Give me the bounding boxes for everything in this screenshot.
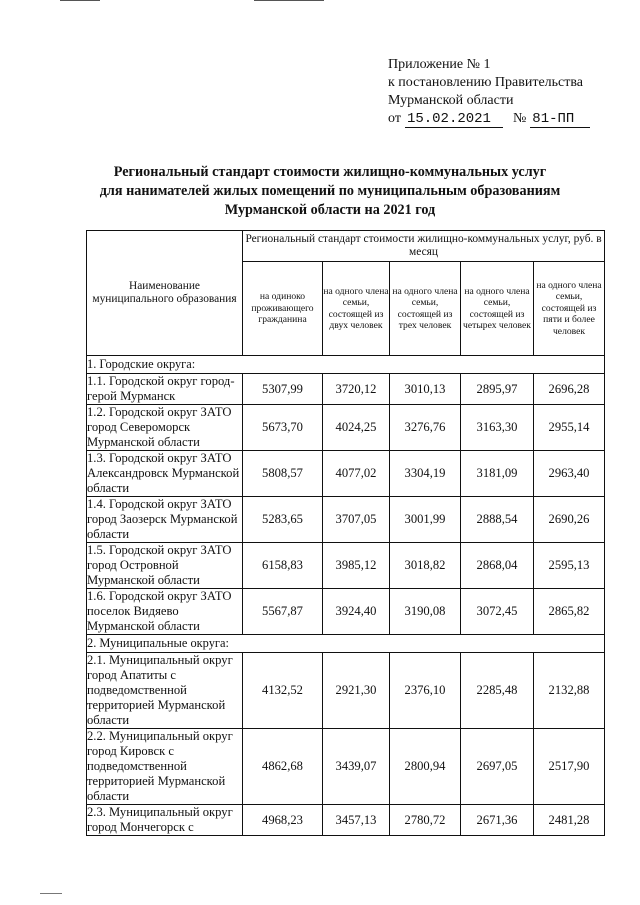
scan-edge-line [254,0,324,1]
table-row [87,589,605,635]
resolution-date: 15.02.2021 [405,112,503,128]
section-row [87,635,605,653]
cost-value: 2800,94 [390,729,461,805]
cost-value: 2888,54 [461,497,534,543]
cost-value: 2481,28 [534,805,605,836]
cost-value: 3190,08 [390,589,461,635]
municipality-name: 1.5. Городской округ ЗАТО город Островной Мурманской области [87,543,243,589]
municipality-name: 2.2. Муниципальный округ город Кировск с подведомственной территорией Мурманской области [87,729,243,805]
section-title: 1. Городские округа: [87,356,605,374]
cost-value: 2595,13 [534,543,605,589]
cost-value: 2865,82 [534,589,605,635]
cost-value: 4968,23 [243,805,323,836]
title-line-1: Региональный стандарт стоимости жилищно-коммунальных услуг [113,164,547,180]
cost-value: 2517,90 [534,729,605,805]
cost-value: 2697,05 [461,729,534,805]
table-row [87,729,605,805]
standards-table [86,230,605,836]
cost-value: 3457,13 [323,805,390,836]
cost-value: 4077,02 [323,451,390,497]
cost-value: 2132,88 [534,653,605,729]
cost-value: 2895,97 [461,374,534,405]
appendix-date-row [388,110,590,128]
document-title [60,163,600,220]
municipality-name: 2.1. Муниципальный округ город Апатиты с подведомственной территорией Мурманской области [87,653,243,729]
municipality-name: 1.3. Городской округ ЗАТО Александровск Мурманской области [87,451,243,497]
header-municipality: Наименование муниципального образования [87,231,243,356]
municipality-name: 2.3. Муниципальный округ город Мончегорск с [87,805,243,836]
municipality-name: 1.4. Городской округ ЗАТО город Заозерск Мурманской области [87,497,243,543]
cost-value: 3707,05 [323,497,390,543]
header-col-4: на одного члена семьи, состоящей из четырех человек [461,262,534,356]
table-row [87,653,605,729]
table-row [87,451,605,497]
cost-value: 3985,12 [323,543,390,589]
appendix-block [388,56,590,128]
cost-value: 4132,52 [243,653,323,729]
cost-value: 5307,99 [243,374,323,405]
cost-value: 2963,40 [534,451,605,497]
cost-value: 3018,82 [390,543,461,589]
cost-value: 3181,09 [461,451,534,497]
section-row [87,356,605,374]
header-col-5: на одного члена семьи, состоящей из пяти и более человек [534,262,605,356]
municipality-name: 1.6. Городской округ ЗАТО поселок Видяево Мурманской области [87,589,243,635]
title-line-2: для нанимателей жилых помещений по муниципальным образованиям [99,183,561,199]
cost-value: 2671,36 [461,805,534,836]
cost-value: 3304,19 [390,451,461,497]
cost-value: 2696,28 [534,374,605,405]
cost-value: 5673,70 [243,405,323,451]
cost-value: 4862,68 [243,729,323,805]
cost-value: 3010,13 [390,374,461,405]
scan-edge-line [60,0,100,1]
table-row [87,543,605,589]
cost-value: 5808,57 [243,451,323,497]
cost-value: 5283,65 [243,497,323,543]
date-prefix: от [388,111,401,126]
appendix-line-1: Приложение № 1 [388,57,491,72]
header-col-3: на одного члена семьи, состоящей из трех человек [390,262,461,356]
cost-value: 3163,30 [461,405,534,451]
resolution-number: 81-ПП [530,112,590,128]
cost-value: 2955,14 [534,405,605,451]
cost-value: 3924,40 [323,589,390,635]
header-col-2: на одного члена семьи, состоящей из двух человек [323,262,390,356]
cost-value: 3720,12 [323,374,390,405]
header-standard-group: Региональный стандарт стоимости жилищно-коммунальных услуг, руб. в месяц [243,231,605,262]
cost-value: 6158,83 [243,543,323,589]
table-row [87,805,605,836]
municipality-name: 1.1. Городской округ город-герой Мурманск [87,374,243,405]
table-row [87,497,605,543]
section-title: 2. Муниципальные округа: [87,635,605,653]
cost-value: 2780,72 [390,805,461,836]
header-col-1: на одиноко проживающего гражданина [243,262,323,356]
cost-value: 3072,45 [461,589,534,635]
scan-edge-mark [40,893,62,894]
cost-value: 4024,25 [323,405,390,451]
title-line-3: Мурманской области на 2021 год [224,202,436,218]
cost-value: 2868,04 [461,543,534,589]
appendix-line-2: к постановлению Правительства [388,75,584,90]
cost-value: 3001,99 [390,497,461,543]
cost-value: 5567,87 [243,589,323,635]
cost-value: 2376,10 [390,653,461,729]
municipality-name: 1.2. Городской округ ЗАТО город Североморск Мурманской области [87,405,243,451]
table-header-row [87,231,605,262]
table-row [87,374,605,405]
cost-value: 3276,76 [390,405,461,451]
cost-value: 2921,30 [323,653,390,729]
cost-value: 2285,48 [461,653,534,729]
table-row [87,405,605,451]
cost-value: 3439,07 [323,729,390,805]
cost-value: 2690,26 [534,497,605,543]
appendix-line-3: Мурманской области [388,93,514,108]
number-sign: № [512,111,527,126]
